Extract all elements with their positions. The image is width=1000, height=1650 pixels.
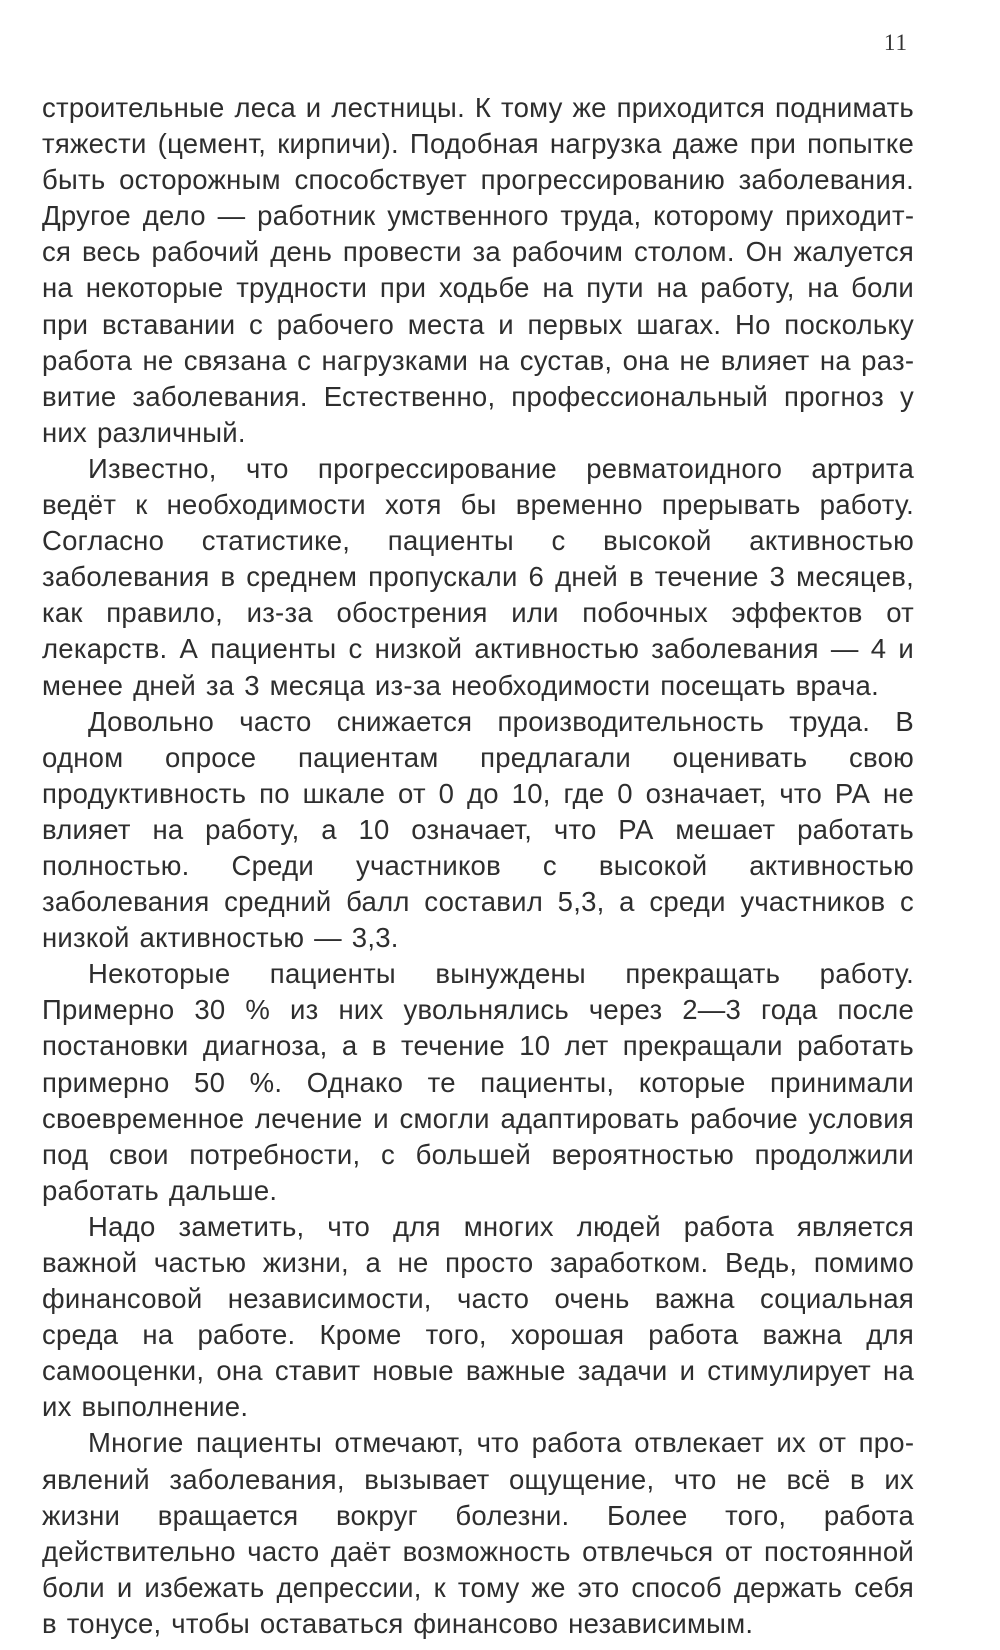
paragraph: Многие пациенты отмечают, что работа отвлекает их от проявлений заболевания, вызывает ощущение, что не всё в их жизни вращается вокруг болезни. Более того, работа действительно часто даёт возможность отвлечься от постоянной боли и избежать депрессии, к тому же это способ держать себя в тонусе, чтобы оставаться финансово независимым.: [42, 1427, 914, 1639]
paragraph: Известно, что прогрессирование ревматоидного артрита ведёт к необходимости хотя бы временно прерывать работу. Согласно статистике, пациенты с высокой активностью заболевания в среднем пропускали 6 дней в течение 3 месяцев, как правило, из-за обострения или побочных эффектов от лекарств. А пациенты с низкой активностью заболевания — 4 и менее дней за 3 месяца из-за необходимости посещать врача.: [42, 452, 914, 701]
paragraph: строительные леса и лестницы. К тому же приходится поднимать тяжести (цемент, кирпичи). Подобная нагрузка даже при попытке быть осторожным способствует прогрессированию заболевания. Другое дело — работник умственного труда, которому приходится весь рабочий день провести за рабочим столом. Он жалуется на некоторые трудности при ходьбе на пути на работу, на боли при вставании с рабочего места и первых шагах. Но поскольку работа не связана с нагрузками на сустав, она не влияет на развитие заболевания. Естественно, профессиональный прогноз у них различный.: [42, 92, 914, 448]
body-text: [42, 90, 914, 1642]
paragraph: Некоторые пациенты вынуждены прекращать работу. Примерно 30 % из них увольнялись через 2—3 года после постановки диагноза, а в течение 10 лет прекращали работать примерно 50 %. Однако те пациенты, которые принимали своевременное лечение и смогли адаптировать рабочие условия под свои потребности, с большей вероятностью продолжили работать дальше.: [42, 958, 914, 1206]
page-number: 11: [883, 30, 908, 55]
paragraph: Надо заметить, что для многих людей работа является важной частью жизни, а не просто заработком. Ведь, помимо финансовой независимости, часто очень важна социальная среда на работе. Кроме того, хорошая работа важна для самооценки, она ставит новые важные задачи и стимулирует на их выполнение.: [42, 1210, 914, 1423]
paragraph: Довольно часто снижается производительность труда. В одном опросе пациентам предлагали оценивать свою продуктивность по шкале от 0 до 10, где 0 означает, что РА не влияет на работу, а 10 означает, что РА мешает работать полностью. Среди участников с высокой активностью заболевания средний балл составил 5,3, а среди участников с низкой активностью — 3,3.: [42, 705, 914, 954]
